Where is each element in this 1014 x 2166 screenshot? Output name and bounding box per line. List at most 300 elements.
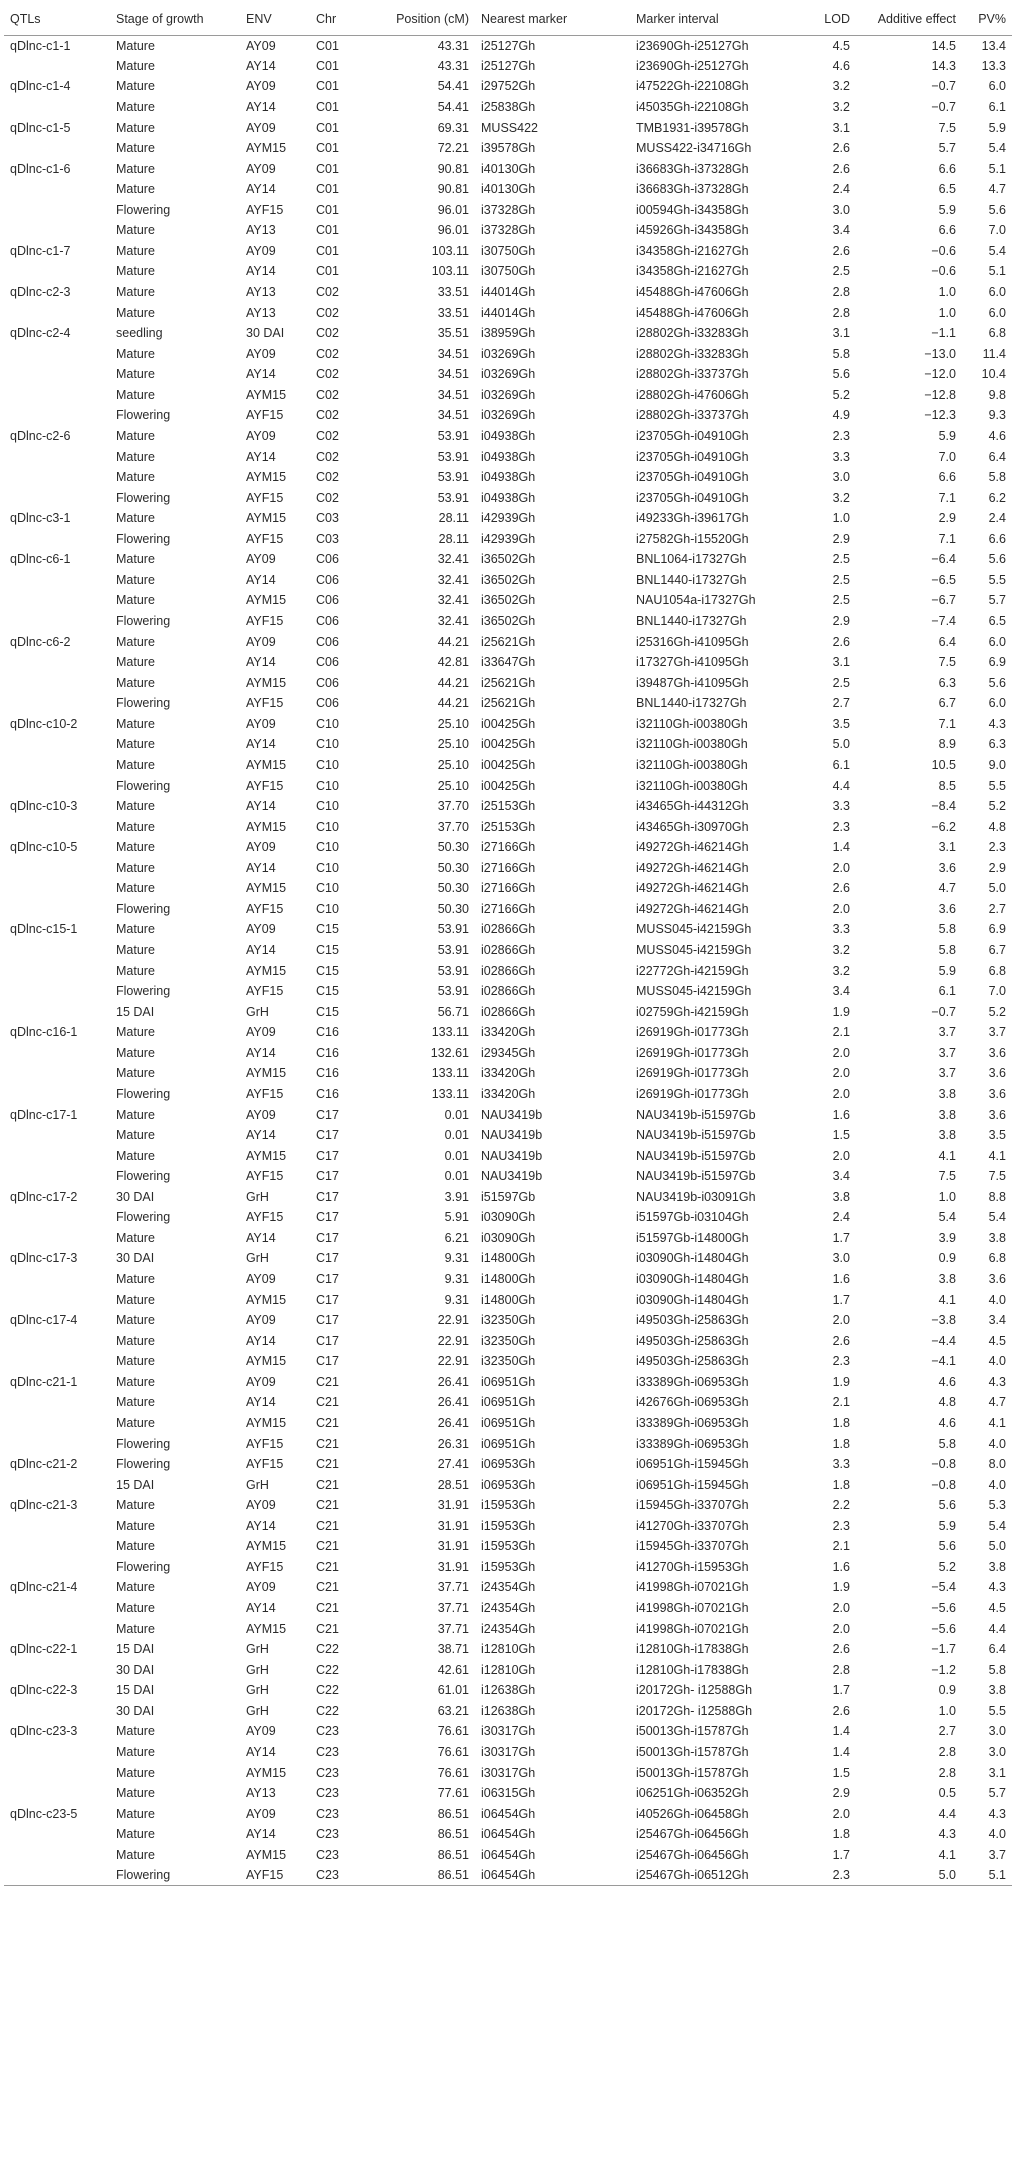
cell-position: 27.41 — [437, 1457, 469, 1472]
cell-lod: 2.9 — [832, 614, 850, 629]
cell-position: 9.31 — [444, 1292, 469, 1307]
cell-nearest-marker: i14800Gh — [481, 1292, 536, 1307]
cell-position: 133.11 — [431, 1086, 469, 1101]
cell-chr: C01 — [316, 223, 339, 238]
cell-chr: C02 — [316, 490, 339, 505]
table-row — [4, 1618, 1012, 1639]
cell-nearest-marker: i03269Gh — [481, 408, 536, 423]
table-row — [4, 775, 1012, 796]
cell-nearest-marker: i06953Gh — [481, 1457, 536, 1472]
cell-lod: 2.0 — [832, 1148, 850, 1163]
cell-chr: C23 — [316, 1786, 339, 1801]
cell-env: AYM15 — [246, 963, 287, 978]
cell-marker-interval: i33389Gh-i06953Gh — [636, 1436, 749, 1451]
table-row — [4, 323, 1012, 344]
cell-position: 53.91 — [437, 490, 469, 505]
cell-pv-percent: 3.7 — [988, 1025, 1006, 1040]
cell-qtl — [4, 652, 110, 673]
cell-marker-interval: i42676Gh-i06953Gh — [636, 1395, 749, 1410]
table-row — [4, 261, 1012, 282]
cell-stage: Mature — [116, 1272, 155, 1287]
cell-nearest-marker: NAU3419b — [481, 1128, 543, 1143]
cell-stage: Mature — [116, 1539, 155, 1554]
table-header — [4, 4, 1012, 35]
cell-stage: Flowering — [116, 1169, 171, 1184]
cell-stage: Flowering — [116, 1086, 171, 1101]
cell-pv-percent: 5.8 — [988, 470, 1006, 485]
cell-marker-interval: i02759Gh-i42159Gh — [636, 1004, 749, 1019]
cell-pv-percent: 6.8 — [988, 963, 1006, 978]
cell-stage: Mature — [116, 1621, 155, 1636]
cell-pv-percent: 5.0 — [988, 1539, 1006, 1554]
cell-lod: 1.6 — [832, 1107, 850, 1122]
cell-marker-interval: i49272Gh-i46214Gh — [636, 881, 749, 896]
cell-qtl: qDlnc-c3-1 — [10, 511, 71, 526]
cell-lod: 3.1 — [832, 655, 850, 670]
cell-nearest-marker: i25621Gh — [481, 696, 536, 711]
cell-lod: 1.4 — [832, 840, 850, 855]
cell-additive-effect: 3.8 — [938, 1128, 956, 1143]
cell-chr: C06 — [316, 696, 339, 711]
cell-position: 86.51 — [365, 1865, 475, 1886]
table-row — [4, 960, 1012, 981]
cell-additive-effect: 10.5 — [931, 757, 956, 772]
table-row — [4, 117, 1012, 138]
cell-pv-percent: 4.6 — [988, 428, 1006, 443]
cell-pv-percent: 5.6 — [988, 675, 1006, 690]
cell-position: 50.30 — [437, 840, 469, 855]
cell-lod: 2.1 — [832, 1539, 850, 1554]
table-row — [4, 796, 1012, 817]
cell-additive-effect: 4.8 — [938, 1395, 956, 1410]
cell-lod: 2.1 — [832, 1025, 850, 1040]
table-row — [4, 590, 1012, 611]
cell-nearest-marker: i32350Gh — [481, 1333, 536, 1348]
cell-nearest-marker: i03090Gh — [481, 1230, 536, 1245]
cell-marker-interval: i27582Gh-i15520Gh — [636, 531, 749, 546]
cell-env: AYM15 — [246, 1415, 287, 1430]
cell-position: 86.51 — [437, 1827, 469, 1842]
cell-pv-percent: 4.4 — [988, 1621, 1006, 1636]
cell-marker-interval: i32110Gh-i00380Gh — [636, 716, 748, 731]
cell-marker-interval: i28802Gh-i33737Gh — [636, 408, 749, 423]
cell-marker-interval: i23690Gh-i25127Gh — [636, 58, 749, 73]
cell-position: 72.21 — [437, 141, 469, 156]
cell-marker-interval: i49272Gh-i46214Gh — [636, 901, 749, 916]
cell-qtl: qDlnc-c22-3 — [10, 1683, 78, 1698]
cell-nearest-marker: i33647Gh — [481, 655, 536, 670]
cell-additive-effect: −6.5 — [931, 572, 956, 587]
cell-chr: C15 — [316, 1004, 339, 1019]
cell-chr: C01 — [316, 79, 339, 94]
cell-env: AY09 — [246, 428, 276, 443]
cell-env: AY14 — [246, 860, 276, 875]
cell-pv-percent: 6.9 — [988, 655, 1006, 670]
cell-env: AY09 — [246, 1313, 276, 1328]
table-row — [4, 426, 1012, 447]
table-row — [4, 816, 1012, 837]
cell-env: AYM15 — [246, 757, 287, 772]
cell-pv-percent: 5.4 — [988, 243, 1006, 258]
cell-lod: 1.6 — [832, 1559, 850, 1574]
cell-additive-effect: 14.5 — [931, 38, 956, 53]
cell-qtl — [4, 816, 110, 837]
cell-additive-effect: 5.6 — [938, 1498, 956, 1513]
cell-qtl — [4, 1598, 110, 1619]
cell-additive-effect: 6.5 — [938, 182, 956, 197]
cell-nearest-marker: NAU3419b — [481, 1107, 543, 1122]
cell-pv-percent: 6.8 — [988, 326, 1006, 341]
cell-additive-effect: −1.7 — [931, 1642, 956, 1657]
cell-stage: Mature — [116, 1601, 155, 1616]
cell-additive-effect: 1.0 — [938, 305, 956, 320]
cell-pv-percent: 9.8 — [988, 387, 1006, 402]
table-row — [4, 467, 1012, 488]
cell-chr: C23 — [316, 1806, 339, 1821]
table-row — [4, 919, 1012, 940]
table-body — [4, 35, 1012, 1886]
header-stage-of-growth: Stage of growth — [110, 4, 240, 35]
header-additive-effect: Additive effect — [856, 4, 962, 35]
cell-lod: 3.1 — [832, 120, 850, 135]
cell-lod: 1.8 — [832, 1436, 850, 1451]
cell-stage: Mature — [116, 387, 155, 402]
cell-additive-effect: −12.8 — [924, 387, 956, 402]
cell-chr: C16 — [316, 1066, 339, 1081]
cell-marker-interval: i36683Gh-i37328Gh — [636, 161, 749, 176]
table-row — [4, 1742, 1012, 1763]
cell-lod: 1.9 — [832, 1580, 850, 1595]
cell-position: 132.61 — [430, 1045, 469, 1060]
cell-lod: 2.6 — [832, 243, 850, 258]
cell-pv-percent: 8.8 — [988, 1189, 1006, 1204]
cell-lod: 4.4 — [832, 778, 850, 793]
cell-nearest-marker: i32350Gh — [481, 1313, 536, 1328]
cell-stage: Mature — [116, 1148, 155, 1163]
cell-marker-interval: NAU3419b-i51597Gb — [636, 1148, 756, 1163]
cell-additive-effect: 3.8 — [938, 1107, 956, 1122]
cell-lod: 3.2 — [832, 943, 850, 958]
table-row — [4, 652, 1012, 673]
cell-pv-percent: 9.0 — [988, 757, 1006, 772]
header-pv-percent: PV% — [962, 4, 1012, 35]
cell-pv-percent: 6.0 — [988, 634, 1006, 649]
cell-stage: Mature — [116, 1230, 155, 1245]
cell-env: AY09 — [246, 1580, 276, 1595]
cell-pv-percent: 3.6 — [988, 1045, 1006, 1060]
cell-env: 30 DAI — [246, 326, 285, 341]
cell-additive-effect: 1.0 — [938, 1703, 956, 1718]
table-row — [4, 508, 1012, 529]
table-row — [4, 220, 1012, 241]
cell-additive-effect: 2.8 — [938, 1765, 956, 1780]
cell-lod: 2.6 — [832, 634, 850, 649]
table-row — [4, 1721, 1012, 1742]
cell-stage: Mature — [116, 1066, 155, 1081]
table-row — [4, 343, 1012, 364]
cell-position: 26.41 — [437, 1374, 469, 1389]
cell-qtl — [4, 343, 110, 364]
cell-stage: Mature — [116, 470, 155, 485]
cell-chr: C17 — [316, 1189, 339, 1204]
cell-pv-percent: 5.4 — [988, 1518, 1006, 1533]
cell-pv-percent: 3.8 — [988, 1230, 1006, 1245]
cell-position: 0.01 — [444, 1107, 469, 1122]
cell-chr: C22 — [316, 1703, 339, 1718]
cell-additive-effect: 5.9 — [938, 202, 956, 217]
table-row — [4, 1310, 1012, 1331]
cell-stage: Mature — [116, 675, 155, 690]
cell-env: AY09 — [246, 161, 276, 176]
cell-pv-percent: 2.3 — [988, 840, 1006, 855]
cell-chr: C01 — [316, 120, 339, 135]
cell-chr: C16 — [316, 1045, 339, 1060]
cell-position: 56.71 — [437, 1004, 469, 1019]
cell-pv-percent: 5.6 — [988, 202, 1006, 217]
table-row — [4, 138, 1012, 159]
cell-lod: 2.3 — [832, 1354, 850, 1369]
cell-pv-percent: 5.5 — [988, 778, 1006, 793]
cell-env: AY14 — [246, 182, 276, 197]
cell-additive-effect: −6.4 — [931, 552, 956, 567]
cell-marker-interval: MUSS045-i42159Gh — [636, 943, 752, 958]
cell-qtl: qDlnc-c2-4 — [10, 326, 71, 341]
cell-qtl: qDlnc-c23-3 — [10, 1724, 78, 1739]
cell-env: AYM15 — [246, 593, 287, 608]
cell-additive-effect: 6.4 — [938, 634, 956, 649]
cell-stage: Mature — [116, 819, 155, 834]
cell-env: GrH — [246, 1642, 269, 1657]
cell-env: AYF15 — [246, 531, 284, 546]
cell-qtl — [4, 1783, 110, 1804]
cell-env: AY09 — [246, 1374, 276, 1389]
cell-marker-interval: NAU3419b-i51597Gb — [636, 1128, 756, 1143]
cell-nearest-marker: i12638Gh — [481, 1683, 536, 1698]
cell-qtl — [4, 1269, 110, 1290]
cell-nearest-marker: i00425Gh — [481, 737, 536, 752]
cell-nearest-marker: i06454Gh — [481, 1847, 536, 1862]
table-row — [4, 1248, 1012, 1269]
cell-pv-percent: 5.6 — [988, 552, 1006, 567]
cell-qtl: qDlnc-c6-2 — [10, 634, 71, 649]
cell-pv-percent: 4.1 — [988, 1148, 1006, 1163]
cell-position: 5.91 — [444, 1210, 469, 1225]
cell-position: 63.21 — [437, 1703, 469, 1718]
cell-nearest-marker: i44014Gh — [481, 285, 536, 300]
cell-pv-percent: 3.6 — [988, 1272, 1006, 1287]
cell-pv-percent: 3.8 — [988, 1559, 1006, 1574]
cell-stage: Mature — [116, 1025, 155, 1040]
cell-additive-effect: 5.2 — [938, 1559, 956, 1574]
cell-stage: Flowering — [116, 1457, 171, 1472]
cell-chr: C02 — [316, 408, 339, 423]
cell-stage: Mature — [116, 243, 155, 258]
cell-qtl: qDlnc-c10-5 — [10, 840, 78, 855]
cell-lod: 1.4 — [832, 1724, 850, 1739]
cell-env: AYF15 — [240, 1865, 310, 1886]
cell-pv-percent: 5.2 — [988, 1004, 1006, 1019]
cell-qtl — [4, 1207, 110, 1228]
cell-nearest-marker: i32350Gh — [481, 1354, 536, 1369]
cell-nearest-marker: i36502Gh — [481, 593, 536, 608]
cell-additive-effect: 4.1 — [938, 1148, 956, 1163]
cell-additive-effect: 7.5 — [938, 1169, 956, 1184]
cell-pv-percent: 4.8 — [988, 819, 1006, 834]
cell-qtl — [4, 1084, 110, 1105]
cell-chr: C01 — [316, 182, 339, 197]
cell-lod: 2.3 — [832, 819, 850, 834]
cell-chr: C06 — [316, 655, 339, 670]
cell-additive-effect: 4.6 — [938, 1415, 956, 1430]
cell-env: AY14 — [246, 58, 276, 73]
table-row — [4, 35, 1012, 56]
cell-position: 32.41 — [437, 552, 469, 567]
table-row — [4, 364, 1012, 385]
cell-marker-interval: i03090Gh-i14804Gh — [636, 1251, 749, 1266]
cell-stage: Mature — [116, 634, 155, 649]
cell-lod: 2.6 — [832, 1642, 850, 1657]
cell-chr: C02 — [316, 449, 339, 464]
cell-stage: Mature — [116, 1765, 155, 1780]
cell-qtl — [4, 734, 110, 755]
cell-stage: Mature — [116, 367, 155, 382]
cell-nearest-marker: i24354Gh — [481, 1580, 536, 1595]
cell-lod: 1.0 — [832, 511, 850, 526]
cell-lod: 2.8 — [832, 285, 850, 300]
cell-pv-percent: 5.1 — [988, 264, 1006, 279]
cell-stage: Mature — [116, 1786, 155, 1801]
cell-qtl — [4, 261, 110, 282]
cell-nearest-marker: i02866Gh — [481, 922, 536, 937]
cell-additive-effect: 3.7 — [938, 1066, 956, 1081]
cell-position: 38.71 — [437, 1642, 469, 1657]
cell-nearest-marker: i06951Gh — [481, 1436, 536, 1451]
cell-qtl — [4, 1289, 110, 1310]
cell-lod: 2.0 — [832, 1045, 850, 1060]
header-chr: Chr — [310, 4, 365, 35]
cell-env: AY14 — [246, 1744, 276, 1759]
cell-additive-effect: 4.7 — [938, 881, 956, 896]
table-row — [4, 179, 1012, 200]
cell-qtl — [4, 693, 110, 714]
cell-pv-percent: 4.7 — [988, 1395, 1006, 1410]
cell-env: AY09 — [246, 120, 276, 135]
cell-pv-percent: 4.0 — [988, 1436, 1006, 1451]
cell-qtl: qDlnc-c17-2 — [10, 1189, 78, 1204]
cell-pv-percent: 5.7 — [988, 1786, 1006, 1801]
cell-qtl: qDlnc-c2-3 — [10, 285, 71, 300]
cell-additive-effect: −12.3 — [924, 408, 956, 423]
cell-additive-effect: 7.5 — [938, 120, 956, 135]
cell-lod: 2.5 — [832, 675, 850, 690]
cell-marker-interval: i03090Gh-i14804Gh — [636, 1272, 749, 1287]
cell-marker-interval: TMB1931-i39578Gh — [636, 120, 749, 135]
cell-nearest-marker: i06454Gh — [481, 1827, 536, 1842]
cell-qtl: qDlnc-c17-3 — [10, 1251, 78, 1266]
cell-pv-percent: 5.8 — [988, 1662, 1006, 1677]
cell-stage: Flowering — [116, 614, 171, 629]
cell-nearest-marker: i03269Gh — [481, 387, 536, 402]
table-row — [4, 200, 1012, 221]
cell-position: 22.91 — [437, 1354, 469, 1369]
cell-stage: Flowering — [116, 531, 171, 546]
table-row — [4, 858, 1012, 879]
cell-chr: C03 — [316, 531, 339, 546]
cell-stage: Flowering — [116, 778, 171, 793]
cell-env: AY13 — [246, 305, 276, 320]
cell-marker-interval: i33389Gh-i06953Gh — [636, 1374, 749, 1389]
cell-lod: 2.0 — [832, 1806, 850, 1821]
cell-pv-percent: 13.3 — [981, 58, 1006, 73]
cell-env: AYM15 — [246, 387, 287, 402]
cell-nearest-marker: i30317Gh — [481, 1744, 536, 1759]
cell-qtl — [4, 385, 110, 406]
cell-position: 76.61 — [437, 1724, 469, 1739]
cell-nearest-marker: i14800Gh — [481, 1251, 536, 1266]
cell-pv-percent: 2.9 — [988, 860, 1006, 875]
cell-chr: C22 — [316, 1662, 339, 1677]
cell-lod: 3.0 — [832, 470, 850, 485]
table-row — [4, 1783, 1012, 1804]
cell-env: AY14 — [246, 737, 276, 752]
cell-stage: Mature — [116, 840, 155, 855]
table-row — [4, 1207, 1012, 1228]
cell-chr: C10 — [316, 819, 339, 834]
cell-lod: 2.3 — [832, 1518, 850, 1533]
cell-marker-interval: i32110Gh-i00380Gh — [636, 757, 748, 772]
cell-position: 6.21 — [444, 1230, 469, 1245]
cell-position: 54.41 — [437, 79, 469, 94]
cell-chr: C02 — [316, 387, 339, 402]
cell-marker-interval: i15945Gh-i33707Gh — [636, 1498, 749, 1513]
cell-additive-effect: 5.9 — [938, 963, 956, 978]
table-row — [4, 1084, 1012, 1105]
cell-env: AY09 — [246, 79, 276, 94]
cell-nearest-marker: i51597Gb — [481, 1189, 536, 1204]
cell-marker-interval: i51597Gb-i14800Gh — [636, 1230, 749, 1245]
cell-qtl — [4, 1845, 110, 1866]
cell-qtl — [4, 1433, 110, 1454]
cell-chr: C06 — [316, 675, 339, 690]
cell-marker-interval: i41270Gh-i33707Gh — [636, 1518, 749, 1533]
cell-position: 0.01 — [444, 1169, 469, 1184]
table-row — [4, 97, 1012, 118]
cell-lod: 2.9 — [832, 531, 850, 546]
cell-stage: Mature — [116, 757, 155, 772]
cell-lod: 3.4 — [832, 1169, 850, 1184]
cell-lod: 3.3 — [832, 1457, 850, 1472]
cell-nearest-marker: i04938Gh — [481, 428, 536, 443]
cell-additive-effect: 2.7 — [938, 1724, 956, 1739]
cell-marker-interval: i49503Gh-i25863Gh — [636, 1313, 749, 1328]
cell-stage: 15 DAI — [116, 1477, 155, 1492]
cell-nearest-marker: i36502Gh — [481, 572, 536, 587]
cell-marker-interval: i23705Gh-i04910Gh — [636, 449, 749, 464]
cell-stage: Flowering — [116, 696, 171, 711]
cell-pv-percent: 7.0 — [988, 984, 1006, 999]
cell-marker-interval: i03090Gh-i14804Gh — [636, 1292, 749, 1307]
cell-position: 53.91 — [437, 449, 469, 464]
cell-pv-percent: 4.0 — [988, 1354, 1006, 1369]
cell-position: 32.41 — [437, 572, 469, 587]
cell-stage: Mature — [116, 264, 155, 279]
cell-pv-percent: 6.7 — [988, 943, 1006, 958]
cell-stage: Mature — [116, 58, 155, 73]
cell-stage: Mature — [116, 1354, 155, 1369]
cell-qtl — [4, 940, 110, 961]
cell-stage: Mature — [116, 1724, 155, 1739]
cell-chr: C10 — [316, 881, 339, 896]
